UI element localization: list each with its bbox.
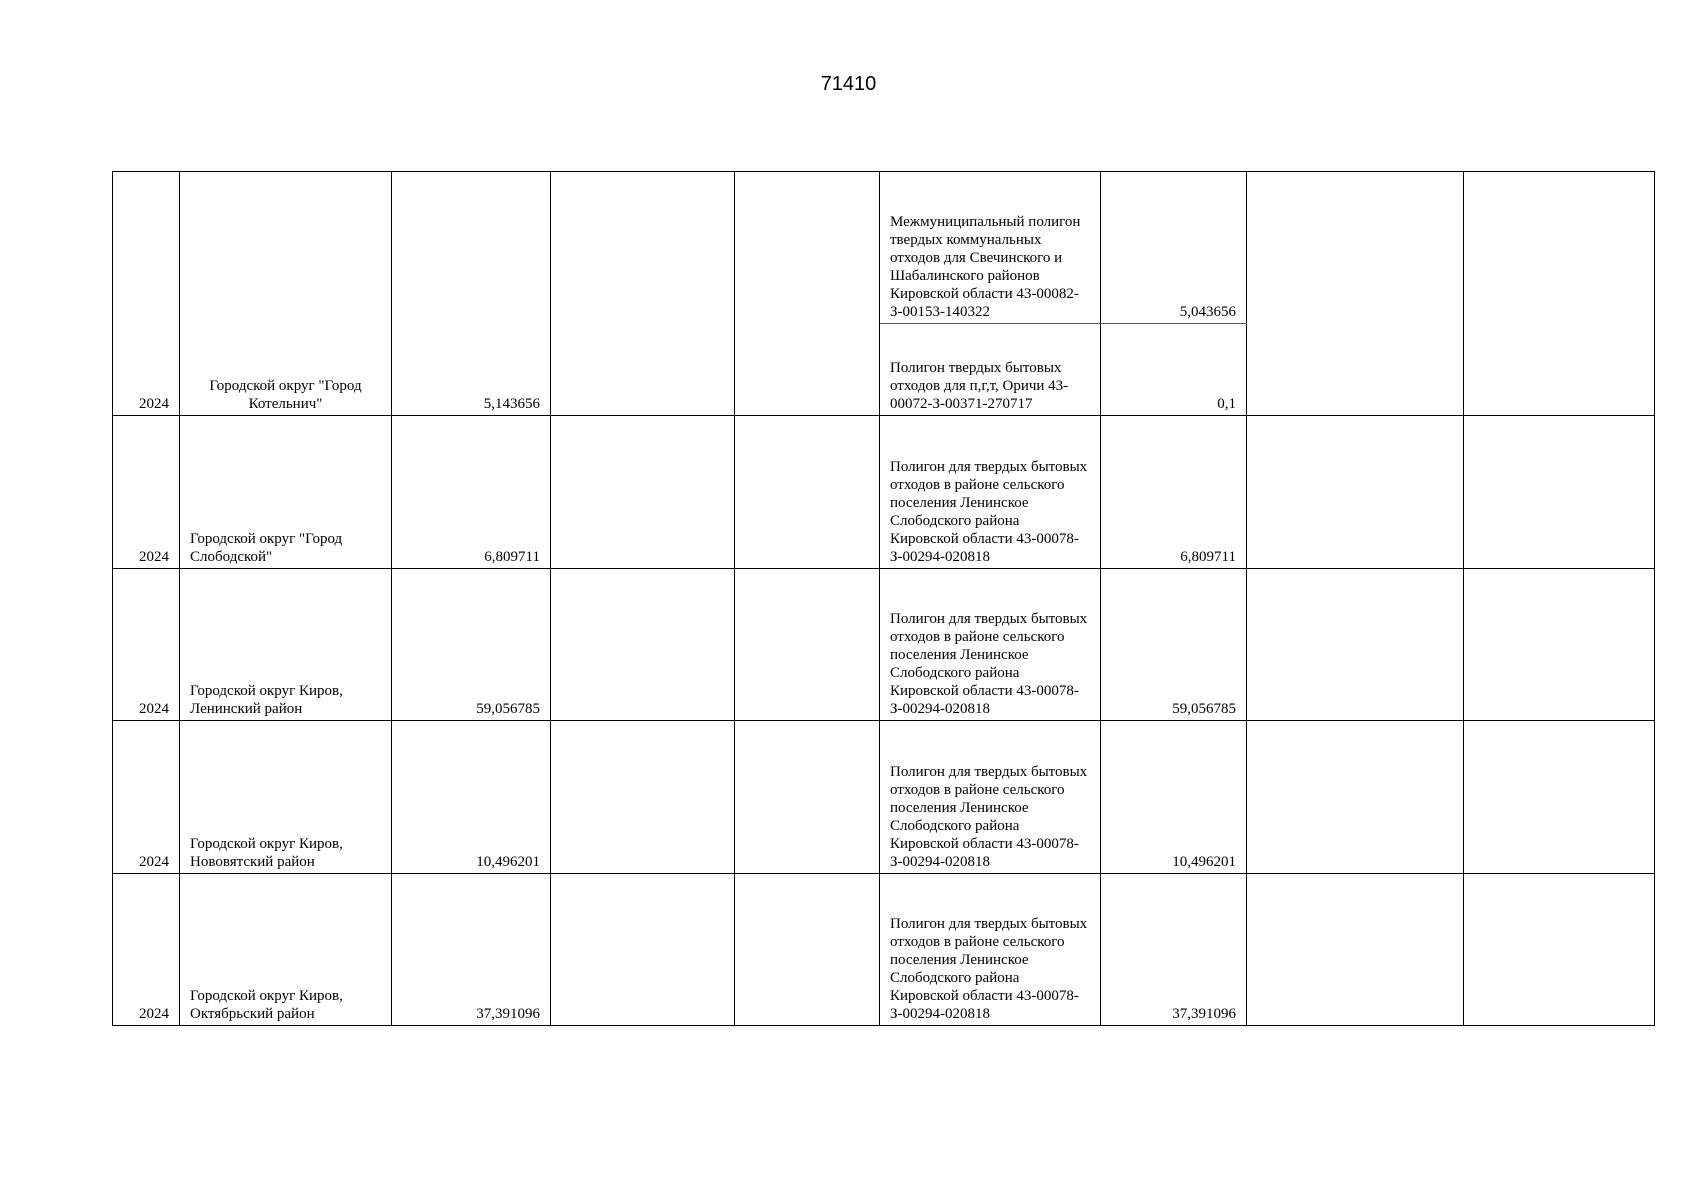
empty-cell [551, 721, 735, 874]
empty-cell [551, 172, 735, 416]
district-cell: Городской округ "Город Котельнич" [180, 172, 392, 416]
table-row [113, 416, 1655, 569]
empty-cell [1464, 172, 1655, 416]
empty-cell [735, 172, 880, 416]
table-row [113, 721, 1655, 874]
table-row [113, 172, 1655, 324]
empty-cell [1464, 569, 1655, 721]
total-cell: 6,809711 [392, 416, 551, 569]
facility-value-cell: 37,391096 [1101, 874, 1247, 1026]
empty-cell [735, 569, 880, 721]
empty-cell [551, 416, 735, 569]
facility-name-cell: Полигон для твердых бытовых отходов в районе сельского поселения Ленинское Слободского района Кировской области 43-00078-З-00294-020818 [880, 874, 1101, 1026]
table-row [113, 569, 1655, 721]
year-cell: 2024 [113, 172, 180, 416]
empty-cell [1247, 569, 1464, 721]
empty-cell [735, 874, 880, 1026]
table-row [113, 874, 1655, 1026]
total-cell: 10,496201 [392, 721, 551, 874]
page-number: 71410 [820, 73, 877, 95]
facility-name-cell: Полигон для твердых бытовых отходов в районе сельского поселения Ленинское Слободского района Кировской области 43-00078-З-00294-020818 [880, 569, 1101, 721]
district-cell: Городской округ Киров, Нововятский район [180, 721, 392, 874]
total-cell: 59,056785 [392, 569, 551, 721]
total-cell: 37,391096 [392, 874, 551, 1026]
empty-cell [735, 721, 880, 874]
empty-cell [1247, 874, 1464, 1026]
empty-cell [735, 416, 880, 569]
year-cell: 2024 [113, 569, 180, 721]
district-cell: Городской округ Киров, Ленинский район [180, 569, 392, 721]
facility-name-cell: Полигон твердых бытовых отходов для п,г,т, Оричи 43-00072-З-00371-270717 [880, 324, 1101, 416]
facility-value-cell: 5,043656 [1101, 172, 1247, 324]
facility-value-cell: 0,1 [1101, 324, 1247, 416]
empty-cell [1464, 416, 1655, 569]
waste-table [112, 171, 1655, 1026]
year-cell: 2024 [113, 416, 180, 569]
facility-value-cell: 6,809711 [1101, 416, 1247, 569]
facility-name-cell: Полигон для твердых бытовых отходов в районе сельского поселения Ленинское Слободского района Кировской области 43-00078-З-00294-020818 [880, 721, 1101, 874]
year-cell: 2024 [113, 721, 180, 874]
year-cell: 2024 [113, 874, 180, 1026]
empty-cell [1464, 721, 1655, 874]
total-cell: 5,143656 [392, 172, 551, 416]
empty-cell [551, 569, 735, 721]
facility-name-cell: Полигон для твердых бытовых отходов в районе сельского поселения Ленинское Слободского района Кировской области 43-00078-З-00294-020818 [880, 416, 1101, 569]
facility-value-cell: 59,056785 [1101, 569, 1247, 721]
empty-cell [1247, 416, 1464, 569]
district-cell: Городской округ "Город Слободской" [180, 416, 392, 569]
facility-value-cell: 10,496201 [1101, 721, 1247, 874]
empty-cell [551, 874, 735, 1026]
empty-cell [1464, 874, 1655, 1026]
district-cell: Городской округ Киров, Октябрьский район [180, 874, 392, 1026]
empty-cell [1247, 721, 1464, 874]
facility-name-cell: Межмуниципальный полигон твердых коммунальных отходов для Свечинского и Шабалинского районов Кировской области 43-00082-З-00153-140322 [880, 172, 1101, 324]
empty-cell [1247, 172, 1464, 416]
